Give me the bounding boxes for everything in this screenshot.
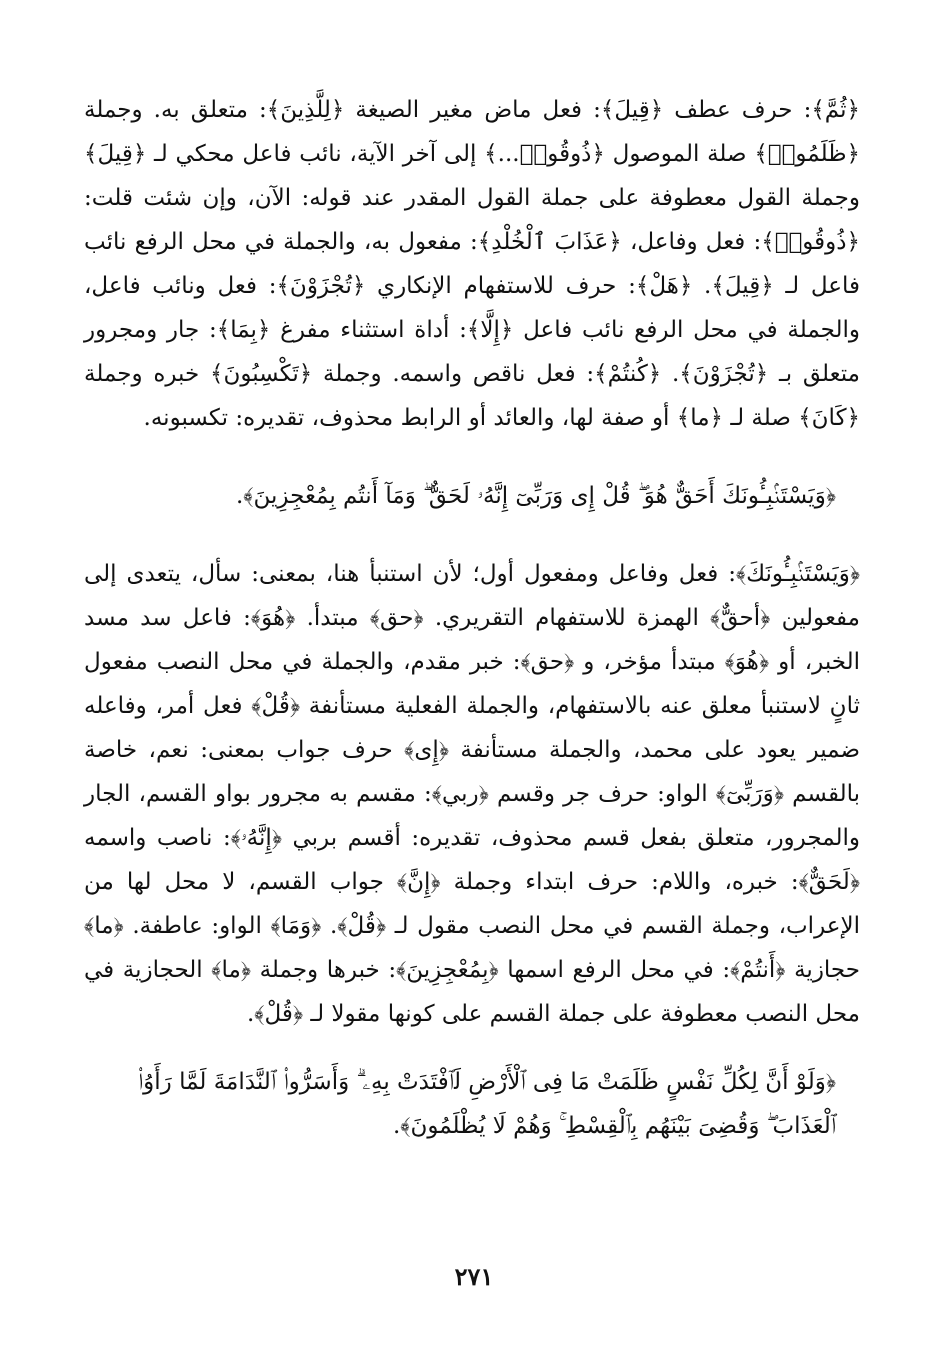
page-content: [84, 88, 860, 1148]
page-number: ٢٧١: [454, 1262, 494, 1291]
quran-verse-1: ﴿وَيَسْتَنۢبِـُٔونَكَ أَحَقٌّ هُوَ ۖ قُلْ إِى وَرَبِّىٓ إِنَّهُۥ لَحَقٌّ ۖ وَمَآ أَنتُم بِمُعْجِزِينَ﴾.: [236, 483, 836, 509]
commentary-paragraph-1: ﴿ثُمَّ﴾: حرف عطف ﴿قِيلَ﴾: فعل ماض مغير الصيغة ﴿لِلَّذِينَ﴾: متعلق به. وجملة ﴿ظَلَمُوا۟﴾ صلة الموصول ﴿ذُوقُوا۟...﴾ إلى آخر الآية، نائب فاعل محكي لـ ﴿قِيلَ﴾ وجملة القول معطوفة على جملة القول المقدر عند قوله: الآن، وإن شئت قلت: ﴿ذُوقُوا۟﴾: فعل وفاعل، ﴿عَذَابَ ٱلْخُلْدِ﴾: مفعول به، والجملة في محل الرفع نائب فاعل لـ ﴿قِيلَ﴾. ﴿هَلْ﴾: حرف للاستفهام الإنكاري ﴿تُجْزَوْنَ﴾: فعل ونائب فاعل، والجملة في محل الرفع نائب فاعل ﴿إِلَّا﴾: أداة استثناء مفرغ ﴿بِمَا﴾: جار ومجرور متعلق بـ ﴿تُجْزَوْنَ﴾. ﴿كُنتُمْ﴾: فعل ناقص واسمه. وجملة ﴿تَكْسِبُونَ﴾ خبره وجملة ﴿كَانَ﴾ صلة لـ ﴿ما﴾ أو صفة لها، والعائد أو الرابط محذوف، تقديره: تكسبونه.: [84, 97, 860, 431]
commentary-paragraph-2: ﴿وَيَسْتَنۢبِـُٔونَكَ﴾: فعل وفاعل ومفعول أول؛ لأن استنبأ هنا، بمعنى: سأل، يتعدى إلى مفعولين ﴿أحقٌّ﴾ الهمزة للاستفهام التقريري. ﴿حق﴾ مبتدأ. ﴿هُوَ﴾: فاعل سد مسد الخبر، أو ﴿هُوَ﴾ مبتدأ مؤخر، و ﴿حق﴾: خبر مقدم، والجملة في محل النصب مفعول ثانٍ لاستنبأ معلق عنه بالاستفهام، والجملة الفعلية مستأنفة ﴿قُلْ﴾ فعل أمر، وفاعله ضمير يعود على محمد، والجملة مستأنفة ﴿إِى﴾ حرف جواب بمعنى: نعم، خاصة بالقسم ﴿وَرَبِّىٓ﴾ الواو: حرف جر وقسم ﴿ربي﴾: مقسم به مجرور بواو القسم، الجار والمجرور، متعلق بفعل قسم محذوف، تقديره: أقسم بربي ﴿إِنَّهُۥ﴾: ناصب واسمه ﴿لَحَقٌّ﴾: خبره، واللام: حرف ابتداء وجملة ﴿إِنَّ﴾ جواب القسم، لا محل لها من الإعراب، وجملة القسم في محل النصب مقول لـ ﴿قُلْ﴾. ﴿وَمَا﴾ الواو: عاطفة. ﴿ما﴾ حجازية ﴿أَنتُمْ﴾: في محل الرفع اسمها ﴿بِمُعْجِزِينَ﴾: خبرها وجملة ﴿ما﴾ الحجازية في محل النصب معطوفة على جملة القسم على كونها مقولا لـ ﴿قُلْ﴾.: [84, 561, 860, 1027]
quran-verse-2: ﴿وَلَوْ أَنَّ لِكُلِّ نَفْسٍ ظَلَمَتْ مَا فِى ٱلْأَرْضِ لَٱفْتَدَتْ بِهِۦ ۗ وَأَسَرُّوا۟ ٱلنَّدَامَةَ لَمَّا رَأَوُا۟ ٱلْعَذَابَ ۖ وَقُضِىَ بَيْنَهُم بِٱلْقِسْطِ ۚ وَهُمْ لَا يُظْلَمُونَ﴾.: [137, 1069, 836, 1139]
